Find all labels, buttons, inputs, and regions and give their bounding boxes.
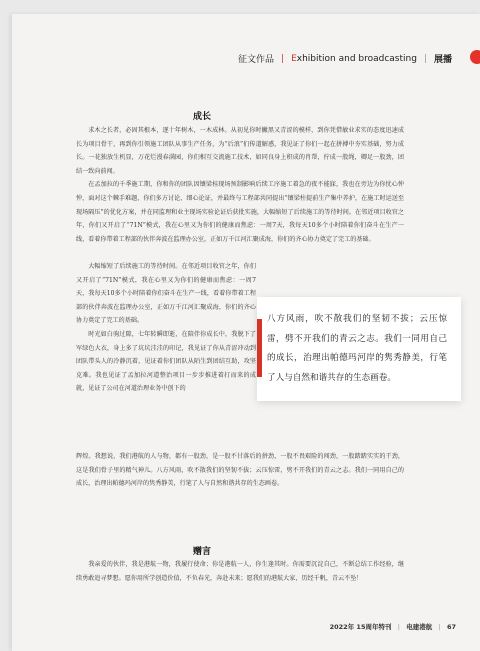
article-body-bottom bbox=[76, 450, 404, 532]
page-number: 67 bbox=[446, 623, 456, 631]
paragraph: 我亲爱的伙伴，我是港航一物，我履行使命；你是港航一人，你生逢其时。你需要沉淀自己，不断总结工作经验，继续勇敢追寻梦想。愿你用所学创造价值，不负春光，奔赴未来；愿我们的港航大家，历经千帆，青云不坠！ bbox=[76, 561, 404, 582]
paragraph: 在孟加拉的千季施工期，你和你的团队因镶梁桂现场预制影响后续工序施工着急的夜不能寐，我也在旁边为你忧心忡忡，面对这个棘手难题，你们多方讨论、细心论证，并最终与工程部共同提出“镶梁柱提前生产集中养护，在施工时运送至现场隔压”的优化方案，并在同监理和业主现场实验论证后获批实施，大幅缩短了后续施工的等待时间。在邻近项目收官之年，你们又开启了“71N”模式，我在心里又为你们的健康而焦虑：一周7天，我每天10多个小时陪着你们奋斗在生产一线，看着你带着工程部的伙伴奔波在监理办公室，正如万千江河汇聚成海，你们的齐心协力奠定了完工的基础。 bbox=[76, 181, 404, 243]
footer-separator: | bbox=[438, 623, 441, 631]
section-label-cn: 征文作品 bbox=[238, 55, 275, 65]
header-separator: | bbox=[281, 53, 285, 64]
paragraph: 时光如白驹过隙，七年转瞬即逝，在陪伴你成长中，我脱下了军绿色大衣，身上多了坑坑洼洼的印记，我见证了你从青涩冲动到团队带头人的冷静沉着，见证着你们团队从陌生到团结互助，攻坚克难。我也见证了孟加拉河道整治项目一步步推进着打而来的成就，见证了公司在河道治理业务中创下的 bbox=[76, 330, 256, 393]
paragraph: 求木之长者，必固其根本，逐十年树木，一木成林。从初见你时撇黑又青涩的模样，到你凭借敏业求实的态度迅速成长为项目骨干，再到你引领施工团队从事生产任务，为“后浪”们传道解惑，我见证了你们一起在拼搏中夯实基础，努力成长。一花独放生机显，万花烂漫春满园，你们相互交流施工技术，如同良身上积成的肖帮，拧成一股绳，卿足一股劲，团结一致向前闯。 bbox=[76, 127, 404, 175]
issue-label: 2022年 15周年特刊 bbox=[329, 623, 392, 631]
pull-quote-text: 八方风雨，吹不散我们的坚韧不拔；云压惊雷，劈不开我们的青云之志。我们一同用自己的成长，治理出帕德玛河岸的隽秀静美，行笔了人与自然和谐共存的生态画卷。 bbox=[267, 314, 447, 383]
page-footer bbox=[330, 622, 456, 631]
footer-separator: | bbox=[397, 623, 400, 631]
section-label-en-initial: E bbox=[291, 53, 297, 64]
section-marker-dot bbox=[470, 50, 480, 64]
article-body-mid bbox=[76, 260, 256, 450]
page-header bbox=[238, 52, 452, 65]
section-tag: 展播 bbox=[433, 55, 452, 65]
paragraph: 辉煌。我想说，我们港航的人与物，都有一股劲，是一股不甘落后的拼劲，一股不畏艰险的闯劲，一股踏踏实实的干劲，这是我们骨子里的精气神儿。八方风雨，吹不散我们的坚韧不拔；云压惊雷，劈不开我们的青云之志。我们一同用自己的成长，治理出帕德玛河岸的隽秀静美，行笔了人与自然和谐共存的生态画卷。 bbox=[76, 453, 404, 488]
paragraph: 大幅缩短了后续施工的等待时间。在邻近项目收官之年，你们又开启了“71N”模式，我在心里又为你们的健康而焦虑：一周7天，我每天10多个小时陪着你们奋斗在生产一线，看着你带着工程部的伙伴奔波在监理办公室，正如万千江河汇聚成海，你们的齐心协力奠定了完工的基础。 bbox=[76, 263, 256, 325]
header-separator-2: | bbox=[423, 53, 427, 64]
article-title: 成长 bbox=[192, 112, 211, 122]
section-label-en: xhibition and broadcasting bbox=[296, 53, 417, 64]
article-body-top bbox=[76, 124, 404, 260]
article-title: 赠言 bbox=[192, 547, 211, 557]
pull-quote bbox=[257, 297, 461, 401]
magazine-name: 电建港航 bbox=[406, 623, 433, 631]
pull-quote-accent-bar bbox=[257, 319, 262, 377]
article-body-closing bbox=[76, 558, 404, 612]
